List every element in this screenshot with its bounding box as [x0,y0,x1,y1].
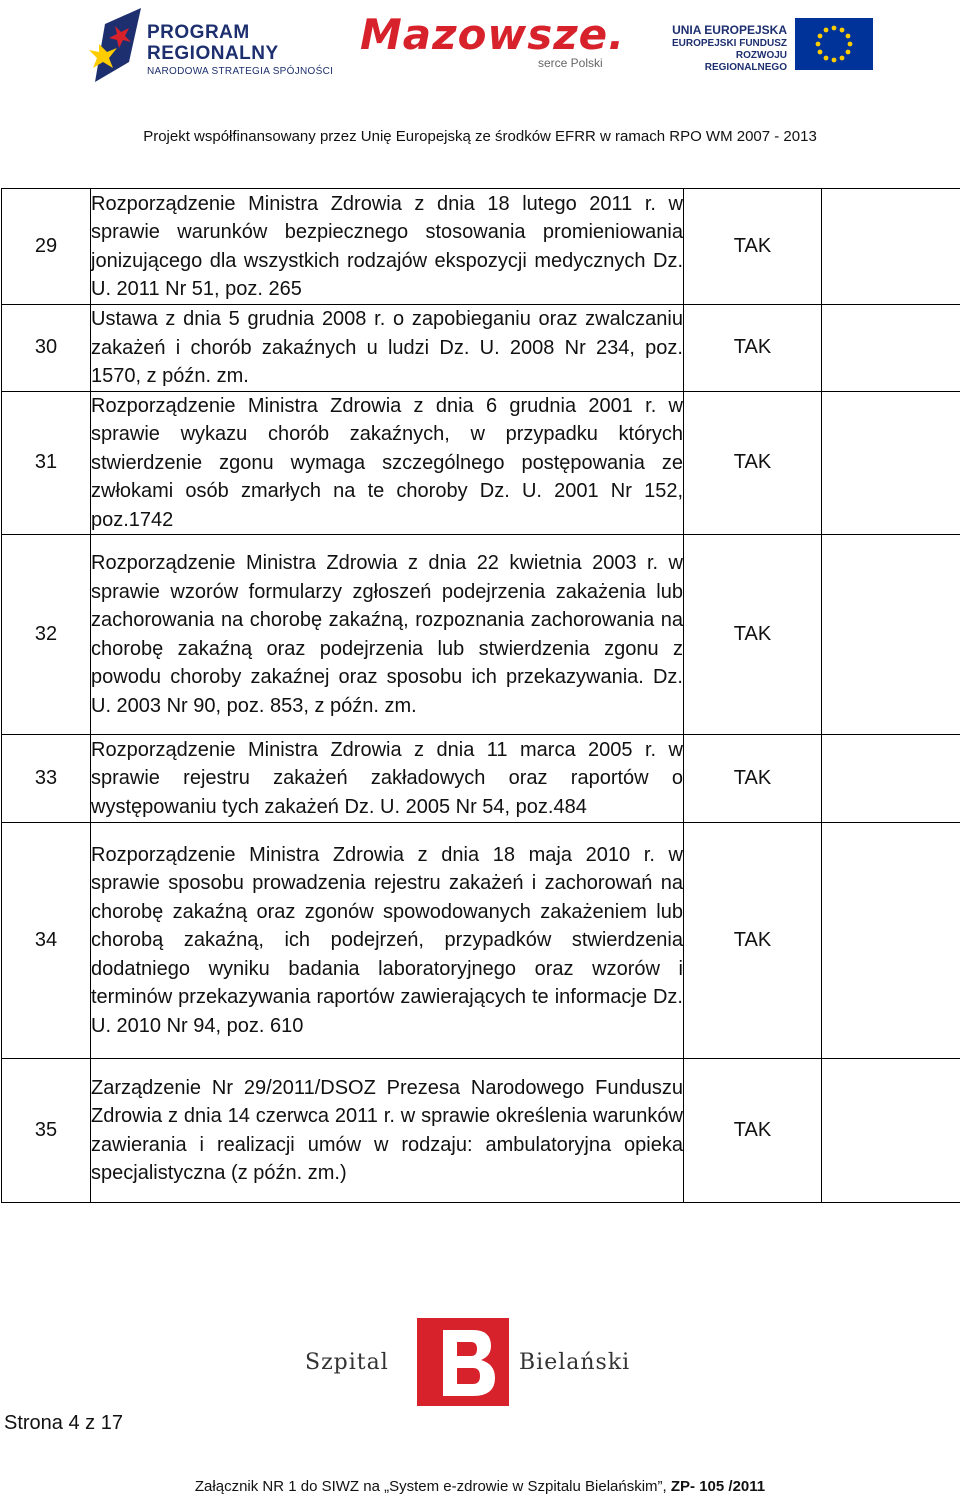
compliance-value: TAK [684,735,822,823]
annex-footer-line: Załącznik NR 1 do SIWZ na „System e-zdrowie w Szpitalu Bielańskim”, ZP- 105 /2011 [194,1478,766,1495]
header-logos [0,0,960,100]
row-number: 35 [2,1059,91,1203]
szpital-b-emblem-icon [417,1318,509,1406]
table-row [2,305,960,392]
row-number: 34 [2,823,91,1059]
regulation-description: Ustawa z dnia 5 grudnia 2008 r. o zapobieganiu oraz zwalczaniu zakażeń i chorób zakaźnych u ludzi Dz. U. 2008 Nr 234, poz. 1570, z późn. zm. [91,305,684,392]
program-regionalny-logo [85,4,334,82]
table-row [2,189,960,305]
empty-cell [822,391,960,535]
empty-cell [822,823,960,1059]
compliance-value: TAK [684,189,822,305]
table-row [2,1059,960,1203]
mazowsze-wordmark: Mazowsze. [360,10,626,59]
regulations-table [1,188,960,1203]
table-row [2,535,960,735]
szpital-bielanski-logo [305,1318,655,1408]
empty-cell [822,735,960,823]
empty-cell [822,189,960,305]
regulation-description: Rozporządzenie Ministra Zdrowia z dnia 6 grudnia 2001 r. w sprawie wykazu chorób zakaźnych, w przypadku których stwierdzenie zgonu wymaga szczególnego postępowania ze zwłokami osób zmarłych na te choroby Dz. U. 2001 Nr 152, poz.1742 [91,391,684,535]
table-row [2,823,960,1059]
mazowsze-logo [360,8,630,74]
table-row [2,391,960,535]
compliance-value: TAK [684,391,822,535]
regulation-description: Rozporządzenie Ministra Zdrowia z dnia 22 kwietnia 2003 r. w sprawie wzorów formularzy zgłoszeń podejrzenia zakażenia lub zachorowania na chorobę zakaźną, rozpoznania zachorowania na chorobę zakaźną oraz podejrzenia lub stwierdzenia zgonu z powodu choroby zakaźnej oraz sposobu ich przekazywania. Dz. U. 2003 Nr 90, poz. 853, z późn. zm. [91,535,684,735]
compliance-value: TAK [684,535,822,735]
row-number: 30 [2,305,91,392]
mazowsze-tagline: serce Polski [538,56,603,70]
compliance-value: TAK [684,1059,822,1203]
compliance-value: TAK [684,823,822,1059]
project-cofinancing-line: Projekt współfinansowany przez Unię Europejską ze środków EFRR w ramach RPO WM 2007 - 2013 [143,128,817,145]
empty-cell [822,1059,960,1203]
regulation-description: Zarządzenie Nr 29/2011/DSOZ Prezesa Narodowego Funduszu Zdrowia z dnia 14 czerwca 2011 r. w sprawie określenia warunków zawierania i realizacji umów w rodzaju: ambulatoryjna opieka specjalistyczna (z późn. zm.) [91,1059,684,1203]
regulation-description: Rozporządzenie Ministra Zdrowia z dnia 18 maja 2010 r. w sprawie sposobu prowadzenia rejestru zakażeń i zachorowań na chorobę zakaźną oraz zgonów spowodowanych zakażeniem lub chorobą zakaźną, ich podejrzeń, przypadków stwierdzenia dodatniego wyniku badania laboratoryjnego oraz wzorów i terminów przekazywania raportów zawierających te informacje Dz. U. 2010 Nr 94, poz. 610 [91,823,684,1059]
compliance-value: TAK [684,305,822,392]
star-flag-icon [85,4,143,82]
szpital-logo-right-word: Bielański [519,1350,631,1375]
empty-cell [822,535,960,735]
eu-logo-text: UNIA EUROPEJSKA EUROPEJSKI FUNDUSZ ROZWOJU REGIONALNEGO [671,23,787,73]
row-number: 33 [2,735,91,823]
page-number: Strona 4 z 17 [4,1412,123,1434]
eu-logo [655,18,877,73]
eu-flag-icon [795,18,873,70]
szpital-logo-left-word: Szpital [305,1350,389,1375]
row-number: 32 [2,535,91,735]
program-logo-title: PROGRAM REGIONALNY [147,22,279,64]
regulation-description: Rozporządzenie Ministra Zdrowia z dnia 11 marca 2005 r. w sprawie rejestru zakażeń zakładowych oraz raportów o występowaniu tych zakażeń Dz. U. 2005 Nr 54, poz.484 [91,735,684,823]
row-number: 29 [2,189,91,305]
table-row [2,735,960,823]
row-number: 31 [2,391,91,535]
program-logo-subtitle: NARODOWA STRATEGIA SPÓJNOŚCI [147,66,334,77]
regulation-description: Rozporządzenie Ministra Zdrowia z dnia 18 lutego 2011 r. w sprawie warunków bezpiecznego stosowania promieniowania jonizującego dla wszystkich rodzajów ekspozycji medycznych Dz. U. 2011 Nr 51, poz. 265 [91,189,684,305]
empty-cell [822,305,960,392]
